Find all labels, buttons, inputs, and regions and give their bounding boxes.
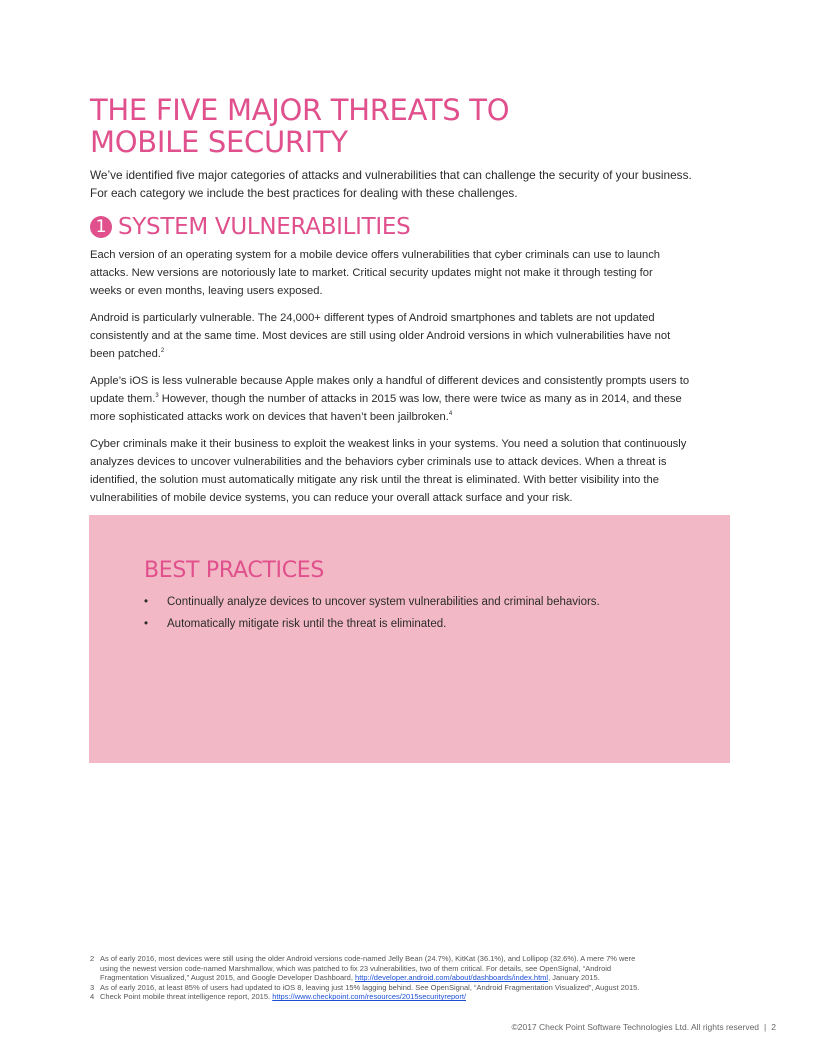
footnote-ref: 2	[160, 348, 165, 354]
paragraph-line: Each version of an operating system for a mobile device offers vulnerabilities that cyber criminals can use to launch	[90, 249, 661, 261]
paragraph-line	[90, 408, 730, 426]
paragraph	[90, 372, 730, 426]
paragraph-text: However, though the number of attacks in 2015 was low, there were twice as many as in 2014, and these	[158, 393, 682, 405]
footnote-number: 3	[90, 982, 95, 992]
paragraph-line	[90, 390, 730, 408]
footnote-line: As of early 2016, most devices were still using the older Android versions code-named Jelly Bean (24.7%), KitKat (36.1%), and Lollipop (32.6%). A mere 7% were	[100, 954, 636, 963]
footnote	[90, 983, 730, 993]
bullet-icon: •	[144, 596, 149, 608]
bullet-icon: •	[144, 618, 149, 630]
paragraph-line: analyzes devices to uncover vulnerabilities and the behaviors cyber criminals use to attack devices. When a threat is	[90, 456, 667, 468]
paragraph	[90, 435, 730, 507]
list-item-text: Continually analyze devices to uncover system vulnerabilities and criminal behaviors.	[167, 596, 600, 608]
section-heading	[90, 212, 730, 242]
footnotes	[90, 954, 730, 1002]
footnote-link[interactable]: https://www.checkpoint.com/resources/2015securityreport/	[272, 992, 467, 1002]
paragraph	[90, 246, 730, 300]
paragraph-line: Android is particularly vulnerable. The 24,000+ different types of Android smartphones and tablets are not updated	[90, 312, 655, 324]
paragraph-line: consistently and at the same time. Most devices are still using older Android versions in which vulnerabilities have not	[90, 330, 671, 342]
list-item-text: Automatically mitigate risk until the threat is eliminated.	[167, 618, 447, 630]
footnote-number: 4	[90, 992, 95, 1002]
best-practices-title: BEST PRACTICES	[144, 558, 325, 583]
paragraph-text: been patched.	[90, 348, 161, 360]
page-title-line: MOBILE SECURITY	[90, 125, 348, 159]
paragraph-text: more sophisticated attacks work on devices that haven’t been jailbroken.	[90, 411, 449, 423]
page-number: 2	[771, 1022, 776, 1032]
footnote-ref: 3	[155, 393, 159, 399]
intro-line: For each category we include the best practices for dealing with these challenges.	[90, 186, 518, 200]
footnote-text: , January 2015.	[548, 973, 600, 983]
best-practices-list	[144, 591, 600, 635]
footer-separator: |	[764, 1022, 767, 1032]
section-number-badge: 1	[90, 216, 112, 238]
paragraph-line: weeks or even months, leaving users exposed.	[90, 285, 323, 297]
footnote-text: Fragmentation Visualized,” August 2015, and Google Developer Dashboard,	[100, 973, 356, 983]
paragraph-line: Apple’s iOS is less vulnerable because Apple makes only a handful of different devices and consistently prompts users to	[90, 375, 690, 387]
page-title	[90, 94, 730, 158]
paragraph-line	[90, 345, 730, 363]
list-item	[144, 591, 600, 613]
footnote	[90, 954, 730, 983]
footnote	[90, 992, 730, 1002]
list-item	[144, 613, 600, 635]
footnote-ref: 4	[448, 411, 453, 417]
intro-paragraph	[90, 166, 730, 202]
section-body	[90, 246, 730, 516]
paragraph-line: Cyber criminals make it their business to exploit the weakest links in your systems. You need a solution that continuously	[90, 438, 687, 450]
footnote-line	[100, 973, 730, 983]
footnote-line: using the newest version code-named Marshmallow, which was patched to fix 23 vulnerabilities, two of them critical. For details, see OpenSignal, “Android	[100, 963, 612, 973]
intro-line: We’ve identified five major categories of attacks and vulnerabilities that can challenge the security of your business.	[90, 168, 692, 182]
footnote-link[interactable]: http://developer.android.com/about/dashboards/index.html	[355, 973, 549, 983]
paragraph-text: update them.	[90, 393, 156, 405]
best-practices-box	[89, 515, 730, 763]
section-title: SYSTEM VULNERABILITIES	[118, 214, 411, 240]
paragraph-line: identified, the solution must automatically mitigate any risk until the threat is eliminated. With better visibility into the	[90, 474, 659, 486]
paragraph-line: attacks. New versions are notoriously late to market. Critical security updates might not make it through testing for	[90, 267, 653, 279]
footnote-line	[100, 992, 730, 1002]
paragraph-line: vulnerabilities of mobile device systems, you can reduce your overall attack surface and your risk.	[90, 492, 573, 504]
footnote-text: Check Point mobile threat intelligence report, 2015.	[100, 992, 273, 1002]
copyright-text: ©2017 Check Point Software Technologies Ltd. All rights reserved	[511, 1022, 760, 1032]
footnote-line: As of early 2016, at least 85% of users had updated to iOS 8, leaving just 15% lagging behind. See OpenSignal, “Android Fragmentation Visualized”, August 2015.	[100, 982, 640, 992]
page-title-line: THE FIVE MAJOR THREATS TO	[90, 93, 510, 127]
page-footer	[511, 1022, 776, 1032]
footnote-number: 2	[90, 954, 95, 963]
paragraph	[90, 309, 730, 363]
